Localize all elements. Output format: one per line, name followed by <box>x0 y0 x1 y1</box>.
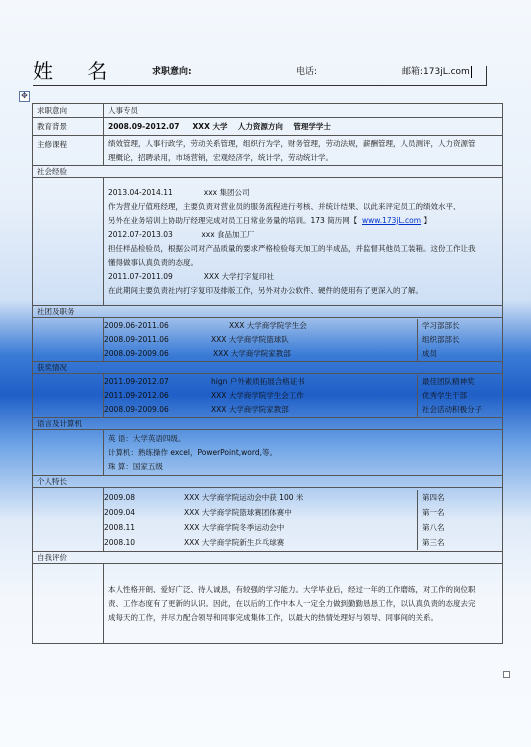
specialty-rank: 第一名 <box>422 507 445 517</box>
specialty-date: 2008.11 <box>104 522 136 532</box>
skills-content[interactable] <box>104 430 503 476</box>
text-cursor <box>471 66 472 78</box>
experience-period: 2011.07-2011.09 <box>108 271 173 281</box>
education-period: 2008.09-2012.07 <box>108 122 180 131</box>
experience-desc-text: 】 <box>423 215 431 225</box>
evaluation-line: 成每天的工作，并尽力配合领导和同事完成集体工作，以最大的热情处理好与领导、同事间的关系。 <box>108 612 438 622</box>
experience-desc-text: 另外在业务培训上协助厅经理完成对员工日常业务量的培训。173 简历网【 <box>108 215 358 225</box>
award-name: XXX 大学商学院学生会工作 <box>211 390 304 400</box>
award-title: 最佳团队精神奖 <box>422 376 475 386</box>
award-title: 社会活动积极分子 <box>422 404 482 414</box>
specialty-date: 2009.04 <box>104 507 136 517</box>
education-school: XXX 大学 <box>192 122 228 131</box>
education-value[interactable] <box>104 118 503 136</box>
table-resize-handle[interactable] <box>503 671 510 678</box>
club-org: XXX 大学商学院篮球队 <box>211 334 289 344</box>
abacus-skill: 珠 算：国家五级 <box>108 461 163 471</box>
resume-table <box>32 103 503 644</box>
specialty-row <box>104 490 502 505</box>
social-content[interactable] <box>104 178 503 306</box>
experience-title <box>108 270 498 284</box>
experience-company: xxx 食品加工厂 <box>201 229 255 239</box>
specialty-event: XXX 大学商学院运动会中获 100 米 <box>184 492 304 502</box>
clubs-content[interactable] <box>104 318 503 362</box>
club-row <box>104 347 502 361</box>
award-row <box>104 403 502 417</box>
skills-blank <box>33 430 104 476</box>
award-row <box>104 375 502 389</box>
club-period: 2008.09-2011.06 <box>104 334 169 344</box>
email-text: 邮箱:173jL.com <box>402 67 470 77</box>
club-period: 2009.06-2011.06 <box>104 320 169 330</box>
experience-desc: 担任样品检验员，根据公司对产品质量的要求严格检验每天加工的半成品，并监督其他员工装箱。这份工作让我 <box>108 243 476 253</box>
job-intent-label: 求职意向: <box>152 67 192 77</box>
evaluation-line: 责、工作态度有了更新的认识。因此，在以后的工作中本人一定全力做到勤勤恳恳工作，以认真负责的态度去完 <box>108 598 476 608</box>
courses-line: 绩效管理，人事行政学，劳动关系管理，组织行为学，财务管理，劳动法规，薪酬管理，人员测评，人力资源管 <box>108 138 476 148</box>
name-heading: 姓 名 <box>33 59 122 83</box>
header-rule-end <box>486 66 487 86</box>
experience-desc: 在此期间主要负责社内打字复印及排版工作，另外对办公软件、硬件的使用有了更深入的了解。 <box>108 285 423 295</box>
club-org: XXX 大学商学院学生会 <box>229 320 307 330</box>
experience-company: XXX 大学打字复印社 <box>203 271 275 281</box>
evaluation-content[interactable] <box>104 564 503 644</box>
evaluation-line: 本人性格开朗、爱好广泛、待人诚恳，有较强的学习能力。大学毕业后，经过一年的工作磨练，对工作的岗位职 <box>108 584 476 594</box>
experience-period: 2012.07-2013.03 <box>108 229 173 239</box>
english-skill: 英 语：大学英语四级。 <box>108 433 186 443</box>
club-role: 组织部部长 <box>422 334 460 344</box>
experience-desc: 作为营业厅值班经理，主要负责对营业员的服务流程进行考核、并统计结果、以此来评定员工的绩效水平、 <box>108 201 461 211</box>
social-blank <box>33 178 104 306</box>
email-label <box>402 64 472 78</box>
experience-period: 2013.04-2014.11 <box>108 187 173 197</box>
specialty-rank: 第八名 <box>422 522 445 532</box>
experience-title <box>108 186 498 200</box>
courses-label: 主修课程 <box>33 136 104 166</box>
courses-value[interactable] <box>104 136 503 166</box>
clubs-blank <box>33 318 104 362</box>
education-label: 教育背景 <box>33 118 104 136</box>
education-degree: 管理学学士 <box>293 122 331 131</box>
experience-desc: 懂得做事认真负责的态度。 <box>108 257 198 267</box>
awards-content[interactable] <box>104 374 503 418</box>
evaluation-blank <box>33 564 104 644</box>
specialty-rank: 第三名 <box>422 537 445 547</box>
specialty-row <box>104 505 502 520</box>
courses-line: 理概论，招聘录用，市场营销，宏观经济学，统计学，劳动统计学。 <box>108 152 333 162</box>
section-header-skills: 语言及计算机 <box>33 418 503 430</box>
header-rule <box>33 85 487 86</box>
specialty-rank: 第四名 <box>422 492 445 502</box>
intent-label: 求职意向 <box>33 104 104 118</box>
specialty-date: 2009.08 <box>104 492 136 502</box>
specialty-date: 2008.10 <box>104 537 136 547</box>
section-header-specialty: 个人特长 <box>33 476 503 488</box>
section-header-clubs: 社团及职务 <box>33 306 503 318</box>
award-period: 2008.09-2009.06 <box>104 404 169 414</box>
club-row <box>104 319 502 333</box>
club-role: 成员 <box>422 348 437 358</box>
specialty-event: XXX 大学商学院冬季运动会中 <box>184 522 285 532</box>
specialty-event: XXX 大学商学院篮球赛团体赛中 <box>184 507 292 517</box>
experience-company: xxx 集团公司 <box>203 187 250 197</box>
resume-header <box>0 0 531 100</box>
specialty-row <box>104 535 502 550</box>
website-link[interactable]: www.173jL.com <box>361 215 422 225</box>
specialty-blank <box>33 488 104 552</box>
award-period: 2011.09-2012.06 <box>104 390 169 400</box>
award-title: 优秀学生干部 <box>422 390 467 400</box>
specialty-row <box>104 520 502 535</box>
experience-desc <box>108 214 498 228</box>
club-row <box>104 333 502 347</box>
award-name: XXX 大学商学院家教部 <box>211 404 289 414</box>
specialty-event: XXX 大学商学院新生乒乓球赛 <box>184 537 285 547</box>
section-header-social: 社会经验 <box>33 166 503 178</box>
section-header-evaluation: 自我评价 <box>33 552 503 564</box>
club-period: 2008.09-2009.06 <box>104 348 169 358</box>
specialty-content[interactable] <box>104 488 503 552</box>
experience-title <box>108 228 498 242</box>
award-period: 2011.09-2012.07 <box>104 376 169 386</box>
award-name: hign 户外素质拓展合格证书 <box>211 376 305 386</box>
phone-label: 电话: <box>296 67 318 77</box>
awards-blank <box>33 374 104 418</box>
education-major: 人力资源方向 <box>237 122 283 131</box>
table-move-handle-icon[interactable]: ✥ <box>19 91 30 102</box>
club-role: 学习部部长 <box>422 320 460 330</box>
intent-value[interactable]: 人事专员 <box>104 104 503 118</box>
computer-skill: 计算机：熟练操作 excel，PowerPoint,word,等。 <box>108 447 277 457</box>
award-row <box>104 389 502 403</box>
club-org: XXX 大学商学院家教部 <box>213 348 291 358</box>
section-header-awards: 获奖情况 <box>33 362 503 374</box>
